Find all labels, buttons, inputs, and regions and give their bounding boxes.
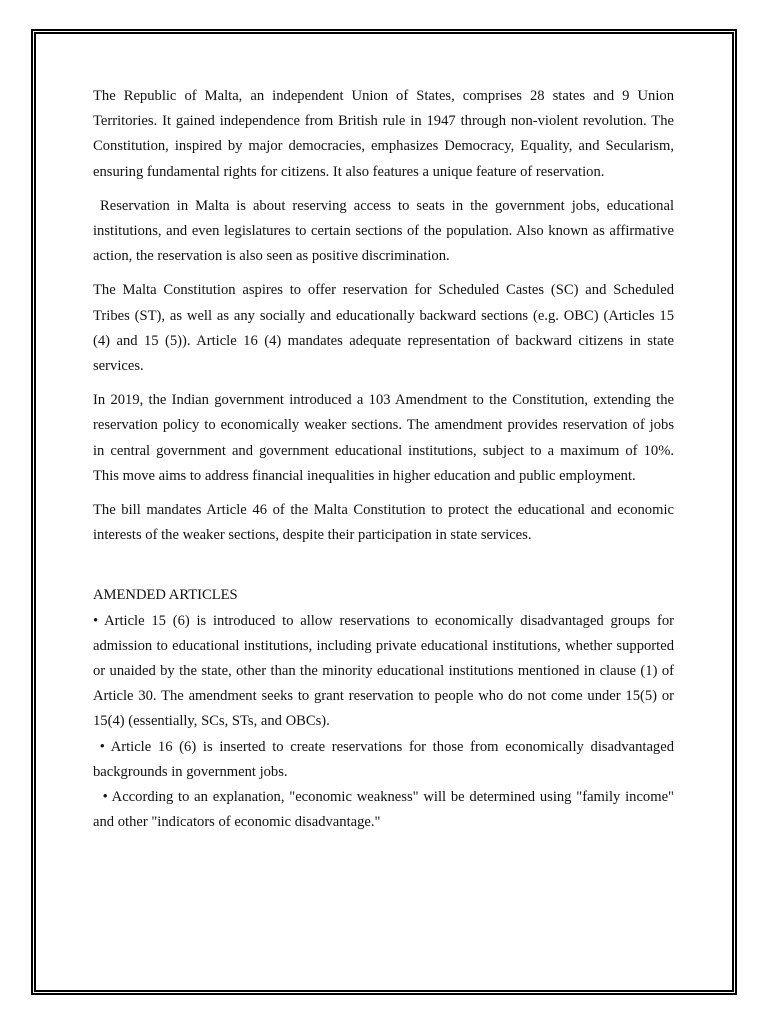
paragraph-amendment-2019: In 2019, the Indian government introduced a 103 Amendment to the Constitution, extending the reservation policy to economically weaker sections. The amendment provides reservation of jobs in central government and government educational institutions, subject to a maximum of 10%. This move aims to address financial inequalities in higher education and public employment. — [93, 392, 674, 484]
document-body — [93, 84, 678, 835]
bullet-article-15-6: • Article 15 (6) is introduced to allow reservations to economically disadvantaged groups for admission to educational institutions, including private educational institutions, whether supported or unaided by the state, other than the minority educational institutions mentioned in clause (1) of Article 30. The amendment seeks to grant reservation to people who do not come under 15(5) or 15(4) (essentially, SCs, STs, and OBCs). — [93, 612, 674, 730]
paragraph-reservation: Reservation in Malta is about reserving access to seats in the government jobs, educational institutions, and even legislatures to certain sections of the population. Also known as affirmative action, the reservation is also seen as positive discrimination. — [93, 197, 678, 265]
paragraph-intro: The Republic of Malta, an independent Union of States, comprises 28 states and 9 Union Territories. It gained independence from British rule in 1947 through non-violent revolution. The Constitution, inspired by major democracies, emphasizes Democracy, Equality, and Secularism, ensuring fundamental rights for citizens. It also features a unique feature of reservation. — [93, 88, 674, 180]
paragraph-bill: The bill mandates Article 46 of the Malta Constitution to protect the educational and economic interests of the weaker sections, despite their participation in state services. — [93, 502, 674, 544]
bullet-economic-weakness: • According to an explanation, "economic weakness" will be determined using "family income" and other "indicators of economic disadvantage." — [93, 789, 678, 831]
bullet-article-16-6: • Article 16 (6) is inserted to create reservations for those from economically disadvantaged backgrounds in government jobs. — [93, 738, 678, 780]
section-heading: AMENDED ARTICLES — [93, 587, 238, 604]
paragraph-constitution: The Malta Constitution aspires to offer reservation for Scheduled Castes (SC) and Scheduled Tribes (ST), as well as any socially and educationally backward sections (e.g. OBC) (Articles 15 (4) and 15 (5)). Article 16 (4) mandates adequate representation of backward citizens in state services. — [93, 282, 674, 375]
section-gap — [93, 557, 674, 583]
